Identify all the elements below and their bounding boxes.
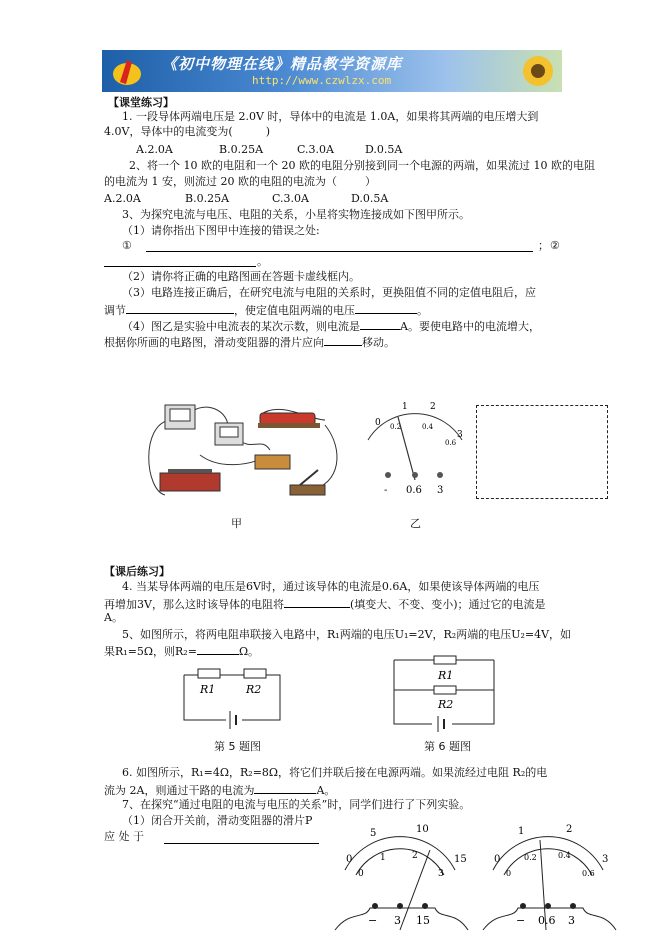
voltmeter-dial <box>330 820 470 935</box>
meter-b-terminal-neg: - <box>384 485 388 496</box>
meter-b-tick-2: 2 <box>430 402 436 412</box>
fig6-r1-label: R1 <box>438 669 454 682</box>
q5-line2-pre: 果R₁=5Ω，则R₂= <box>104 645 197 658</box>
q5-line2 <box>104 643 259 659</box>
q6-line2 <box>104 782 335 798</box>
voltmeter-terminal-neg: − <box>368 914 378 927</box>
q3-blank-error2[interactable] <box>104 266 256 267</box>
q3-blank-direction[interactable] <box>324 334 362 346</box>
voltmeter-inner-3: 3 <box>438 869 444 879</box>
q3-part1-mark1: ① <box>122 239 132 252</box>
ammeter-tick-2: 2 <box>566 824 573 835</box>
voltmeter-tick-0: 0 <box>346 854 353 865</box>
q3-blank-current[interactable] <box>360 318 400 330</box>
q2-option-c: C.3.0A <box>272 192 309 205</box>
homework-heading: 【课后练习】 <box>104 565 170 578</box>
q7-blank-position[interactable] <box>164 843 319 844</box>
q7-line2: （1）闭合开关前，滑动变阻器的滑片P <box>122 814 313 827</box>
banner-url: http://www.czwlzx.com <box>252 74 392 87</box>
q3-part2: （2）请你将正确的电路图画在答题卡虚线框内。 <box>122 270 360 283</box>
q3-line1: 3、为探究电流与电压、电阻的关系，小星将实物连接成如下图甲所示。 <box>122 208 470 221</box>
q3-part1-sep: ； <box>538 239 549 252</box>
q4-line2-end: (填变大、不变、变小)；通过它的电流是 <box>349 598 546 611</box>
q2-line2-end: ） <box>364 175 376 188</box>
q3-blank-adjust[interactable] <box>126 302 234 314</box>
q3-part4b <box>104 334 395 350</box>
q3-part3b-end: 。 <box>417 304 428 317</box>
q1-option-b: B.0.25A <box>219 143 264 156</box>
q3-part4b-end: 移动。 <box>362 336 395 349</box>
q7-line3: 应 处 于 <box>104 830 144 843</box>
voltmeter-tick-5: 5 <box>370 828 377 839</box>
q1-option-a: A.2.0A <box>136 143 173 156</box>
ammeter-inner-02: 0.2 <box>524 853 537 862</box>
q3-blank-error1[interactable] <box>146 251 533 252</box>
meter-b-terminal-3: 3 <box>437 485 444 496</box>
q3-part1: （1）请你指出下图甲中连接的错误之处: <box>122 224 320 237</box>
q3-part3a: （3）电路连接正确后，在研究电流与电阻的关系时，更换阻值不同的定值电阻后，应 <box>122 286 536 299</box>
banner-title: 《初中物理在线》精品教学资源库 <box>162 55 403 73</box>
q6-line2-end: A。 <box>316 784 336 797</box>
q3-blank-voltage[interactable] <box>355 302 417 314</box>
q3-part4a-pre: （4）图乙是实验中电流表的某次示数，则电流是 <box>122 320 360 333</box>
q7-line1: 7、在探究“通过电阻的电流与电压的关系”时，同学们进行了下列实验。 <box>122 798 471 811</box>
q2-answer-blank[interactable] <box>337 174 365 185</box>
q3-part3b-pre: 调节 <box>104 304 126 317</box>
answer-dashed-box[interactable] <box>476 405 608 499</box>
figure-5-caption: 第 5 题图 <box>214 740 261 753</box>
meter-b-terminal-06: 0.6 <box>406 485 422 496</box>
q3-part4b-pre: 根据你所画的电路图，滑动变阻器的滑片应向 <box>104 336 324 349</box>
figure-6-caption: 第 6 题图 <box>424 740 471 753</box>
q4-blank-resistance[interactable] <box>284 596 350 608</box>
q5-blank-r2[interactable] <box>197 643 239 655</box>
voltmeter-inner-0: 0 <box>358 869 364 879</box>
voltmeter-inner-1: 1 <box>380 853 386 863</box>
voltmeter-terminal-3: 3 <box>394 914 401 927</box>
header-banner <box>102 50 562 92</box>
sunflower-icon <box>518 52 558 90</box>
q2-line2 <box>104 174 376 189</box>
q1-line1: 1. 一段导体两端电压是 2.0V 时，导体中的电流是 1.0A，如果将其两端的电压增大到 <box>122 110 539 123</box>
q2-option-a: A.2.0A <box>104 192 141 205</box>
q6-line1: 6. 如图所示，R₁=4Ω，R₂=8Ω，将它们并联后接在电源两端。如果流经过电阻 R₂的电 <box>122 766 548 779</box>
q3-part4a <box>122 318 540 334</box>
figure-b-ammeter <box>360 395 470 505</box>
fig5-r1-label: R1 <box>200 683 216 696</box>
ammeter-tick-1: 1 <box>518 826 525 837</box>
ammeter-tick-3: 3 <box>602 854 609 865</box>
classwork-heading: 【课堂练习】 <box>108 96 174 109</box>
figure-5-series-circuit <box>182 673 282 723</box>
q2-line2-text: 的电流为 1 安，则流过 20 欧的电阻的电流为（ <box>104 175 337 188</box>
meter-b-inner-2: 0.6 <box>445 439 457 447</box>
site-logo-icon <box>110 54 144 88</box>
figure-a-circuit <box>140 395 350 505</box>
meter-b-tick-3: 3 <box>457 430 463 440</box>
q1-option-c: C.3.0A <box>297 143 334 156</box>
ammeter-inner-04: 0.4 <box>558 851 571 860</box>
q3-part1-mark2: ② <box>550 239 560 252</box>
meter-b-inner-1: 0.4 <box>422 423 434 431</box>
fig5-r2-label: R2 <box>246 683 262 696</box>
q6-line2-pre: 流为 2A，则通过干路的电流为 <box>104 784 255 797</box>
voltmeter-tick-15: 15 <box>454 854 467 865</box>
figure-6-parallel-circuit <box>392 658 496 728</box>
q4-line2 <box>104 596 546 612</box>
voltmeter-terminal-15: 15 <box>416 914 430 927</box>
q5-line1: 5、如图所示，将两电阻串联接入电路中，R₁两端的电压U₁=2V，R₂两端的电压U₂=4V，如 <box>122 628 572 641</box>
ammeter-terminal-3: 3 <box>568 914 575 927</box>
q3-part1-end: 。 <box>257 255 268 268</box>
q5-line2-end: Ω。 <box>238 645 260 658</box>
voltmeter-inner-2: 2 <box>412 851 418 861</box>
q4-line1: 4. 当某导体两端的电压是6V时，通过该导体的电流是0.6A，如果使该导体两端的电压 <box>122 580 540 593</box>
figure-b-label: 乙 <box>410 517 421 530</box>
q2-option-d: D.0.5A <box>351 192 389 205</box>
meter-b-inner-0: 0.2 <box>390 423 402 431</box>
figure-a-label: 甲 <box>231 517 242 530</box>
ammeter-terminal-06: 0.6 <box>538 914 556 927</box>
q1-option-d: D.0.5A <box>365 143 403 156</box>
q2-option-b: B.0.25A <box>185 192 230 205</box>
meter-b-tick-0: 0 <box>375 418 381 428</box>
ammeter-terminal-neg: − <box>516 914 526 927</box>
q4-line2-pre: 再增加3V，那么这时该导体的电阻将 <box>104 598 284 611</box>
meter-b-tick-1: 1 <box>402 402 408 412</box>
fig6-r2-label: R2 <box>438 698 454 711</box>
q3-part4a-end: A。要使电路中的电流增大， <box>400 320 540 333</box>
ammeter-tick-0: 0 <box>494 854 501 865</box>
q4-line3: A。 <box>104 611 123 624</box>
ammeter-dial <box>478 820 618 935</box>
ammeter-inner-0: 0 <box>506 869 512 878</box>
voltmeter-tick-10: 10 <box>416 824 429 835</box>
q2-line1: 2、将一个 10 欧的电阻和一个 20 欧的电阻分别接到同一个电源的两端，如果流过 10 欧的电阻 <box>129 159 595 172</box>
q6-blank-current[interactable] <box>254 782 316 794</box>
q1-line2: 4.0V，导体中的电流变为( ) <box>104 125 271 138</box>
ammeter-inner-06: 0.6 <box>582 869 595 878</box>
q3-part3b <box>104 302 428 318</box>
q3-part3b-mid: ，使定值电阻两端的电压 <box>234 304 355 317</box>
